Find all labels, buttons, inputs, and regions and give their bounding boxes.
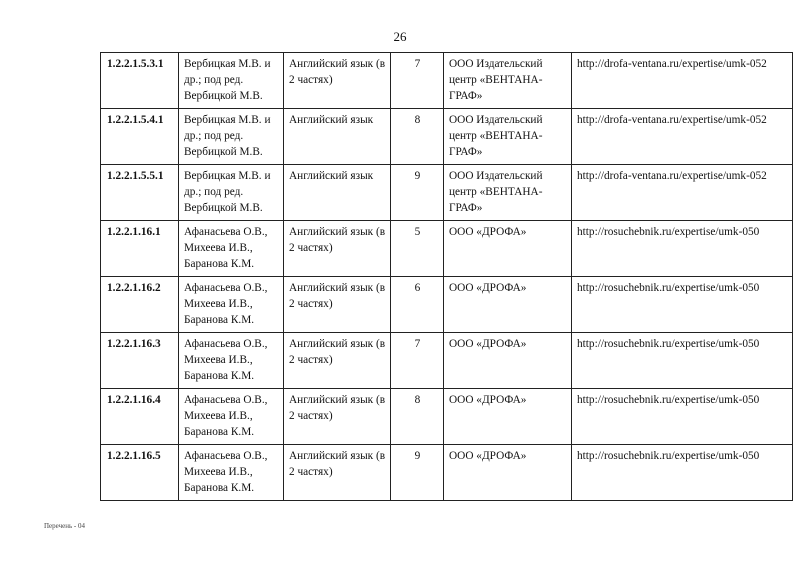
publisher-cell: ООО «ДРОФА» xyxy=(444,389,572,445)
grade-cell: 8 xyxy=(391,109,444,165)
publisher-cell: ООО «ДРОФА» xyxy=(444,277,572,333)
publisher-cell: ООО «ДРОФА» xyxy=(444,221,572,277)
authors-cell: Вербицкая М.В. и др.; под ред. Вербицкой М.В. xyxy=(179,109,284,165)
code-cell: 1.2.2.1.16.2 xyxy=(101,277,179,333)
authors-cell: Афанасьева О.В., Михеева И.В., Баранова К.М. xyxy=(179,221,284,277)
title-cell: Английский язык (в 2 частях) xyxy=(284,221,391,277)
publisher-cell: ООО Издательский центр «ВЕНТАНА-ГРАФ» xyxy=(444,53,572,109)
grade-cell: 9 xyxy=(391,445,444,501)
publisher-cell: ООО Издательский центр «ВЕНТАНА-ГРАФ» xyxy=(444,109,572,165)
code-cell: 1.2.2.1.5.3.1 xyxy=(101,53,179,109)
code-cell: 1.2.2.1.16.3 xyxy=(101,333,179,389)
title-cell: Английский язык (в 2 частях) xyxy=(284,277,391,333)
table-row xyxy=(101,221,793,277)
code-cell: 1.2.2.1.16.5 xyxy=(101,445,179,501)
url-cell: http://rosuchebnik.ru/expertise/umk-050 xyxy=(572,221,793,277)
authors-cell: Вербицкая М.В. и др.; под ред. Вербицкой М.В. xyxy=(179,165,284,221)
title-cell: Английский язык xyxy=(284,109,391,165)
grade-cell: 7 xyxy=(391,333,444,389)
grade-cell: 5 xyxy=(391,221,444,277)
authors-cell: Афанасьева О.В., Михеева И.В., Баранова К.М. xyxy=(179,333,284,389)
title-cell: Английский язык (в 2 частях) xyxy=(284,389,391,445)
grade-cell: 9 xyxy=(391,165,444,221)
table-row xyxy=(101,333,793,389)
grade-cell: 7 xyxy=(391,53,444,109)
grade-cell: 6 xyxy=(391,277,444,333)
url-cell: http://rosuchebnik.ru/expertise/umk-050 xyxy=(572,445,793,501)
table-row xyxy=(101,389,793,445)
authors-cell: Вербицкая М.В. и др.; под ред. Вербицкой М.В. xyxy=(179,53,284,109)
url-cell: http://drofa-ventana.ru/expertise/umk-052 xyxy=(572,109,793,165)
url-cell: http://rosuchebnik.ru/expertise/umk-050 xyxy=(572,277,793,333)
table-row xyxy=(101,445,793,501)
code-cell: 1.2.2.1.16.1 xyxy=(101,221,179,277)
page-number: 26 xyxy=(393,29,407,44)
code-cell: 1.2.2.1.5.4.1 xyxy=(101,109,179,165)
grade-cell: 8 xyxy=(391,389,444,445)
publisher-cell: ООО «ДРОФА» xyxy=(444,333,572,389)
title-cell: Английский язык xyxy=(284,165,391,221)
textbook-table xyxy=(100,52,793,501)
url-cell: http://drofa-ventana.ru/expertise/umk-052 xyxy=(572,53,793,109)
url-cell: http://rosuchebnik.ru/expertise/umk-050 xyxy=(572,389,793,445)
table-row xyxy=(101,53,793,109)
authors-cell: Афанасьева О.В., Михеева И.В., Баранова К.М. xyxy=(179,389,284,445)
code-cell: 1.2.2.1.16.4 xyxy=(101,389,179,445)
title-cell: Английский язык (в 2 частях) xyxy=(284,53,391,109)
url-cell: http://rosuchebnik.ru/expertise/umk-050 xyxy=(572,333,793,389)
authors-cell: Афанасьева О.В., Михеева И.В., Баранова К.М. xyxy=(179,277,284,333)
code-cell: 1.2.2.1.5.5.1 xyxy=(101,165,179,221)
table-row xyxy=(101,109,793,165)
authors-cell: Афанасьева О.В., Михеева И.В., Баранова К.М. xyxy=(179,445,284,501)
title-cell: Английский язык (в 2 частях) xyxy=(284,445,391,501)
publisher-cell: ООО Издательский центр «ВЕНТАНА-ГРАФ» xyxy=(444,165,572,221)
footer-text: Перечень - 04 xyxy=(44,522,85,530)
title-cell: Английский язык (в 2 частях) xyxy=(284,333,391,389)
url-cell: http://drofa-ventana.ru/expertise/umk-052 xyxy=(572,165,793,221)
table-row xyxy=(101,165,793,221)
publisher-cell: ООО «ДРОФА» xyxy=(444,445,572,501)
table-row xyxy=(101,277,793,333)
